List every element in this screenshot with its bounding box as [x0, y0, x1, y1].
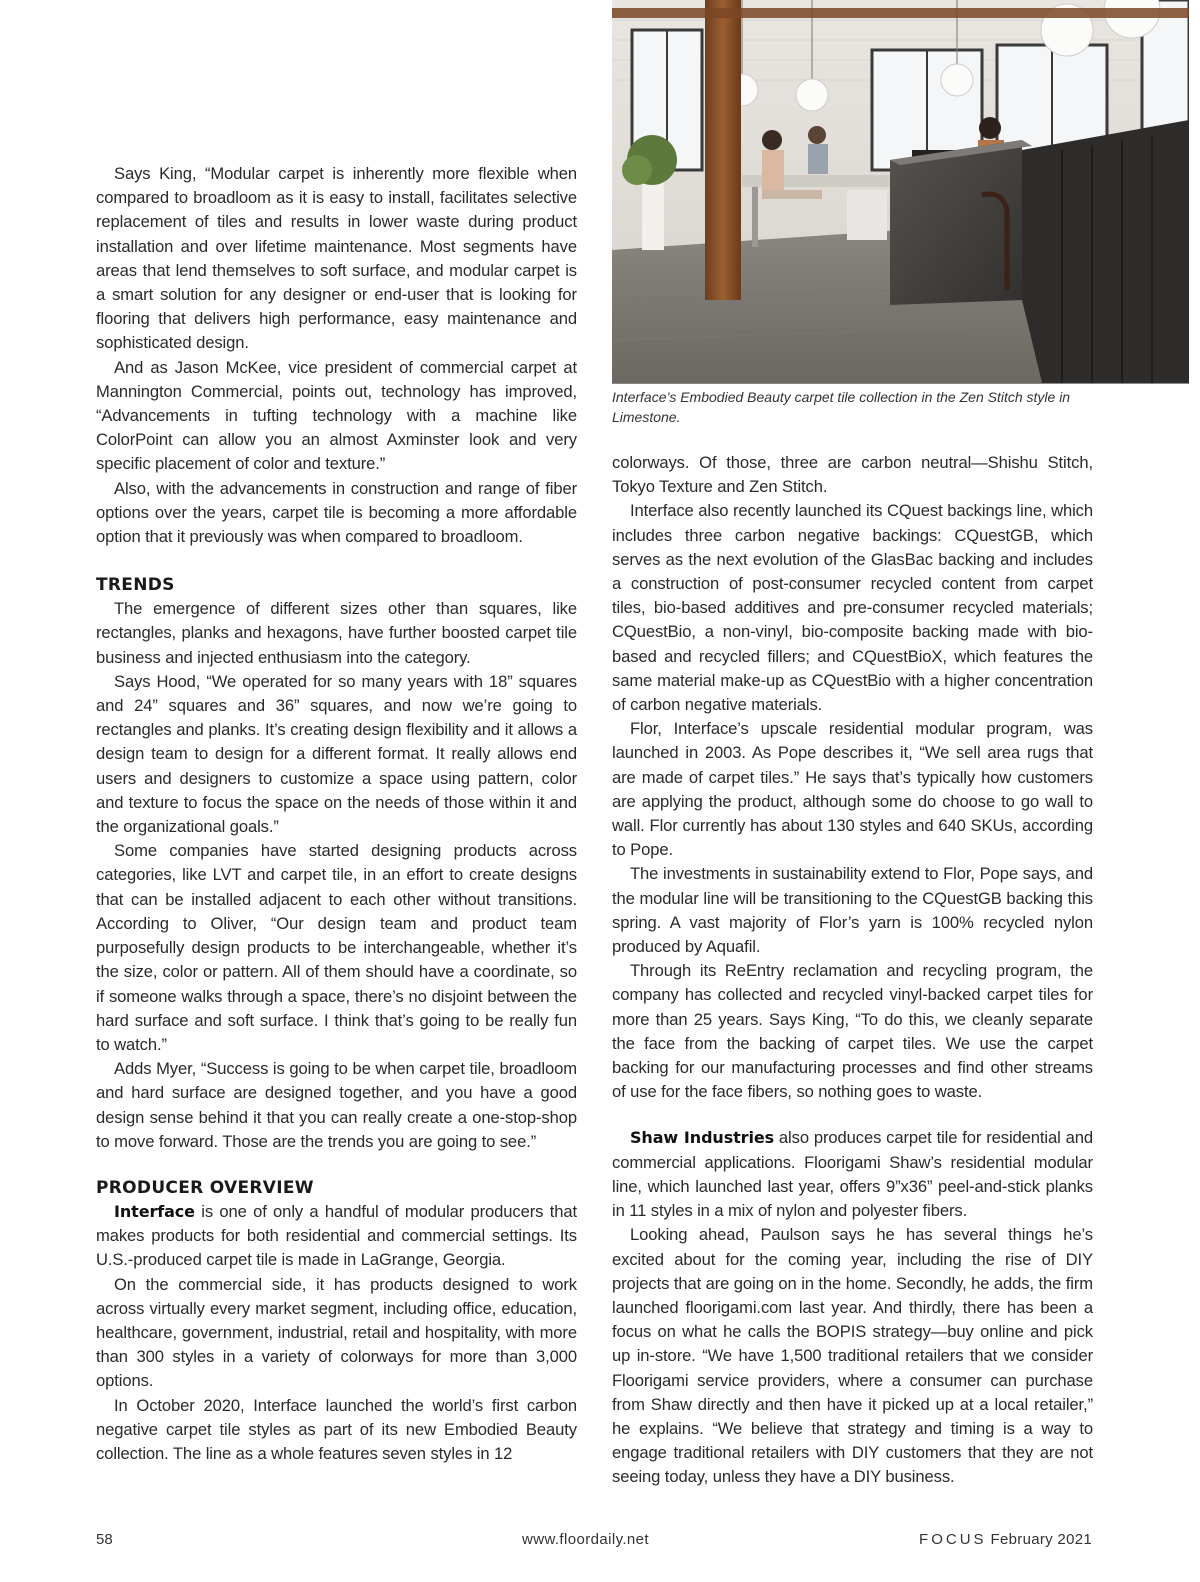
- paragraph-text: is one of only a handful of modular producers that makes products for both residential and commercial settings. Its U.S.-produced carpet tile is made in LaGrange, Georgia.: [96, 1201, 577, 1270]
- paragraph: In October 2020, Interface launched the world’s first carbon negative carpet tile styles as part of its new Embodied Beauty collection. The line as a whole features seven styles in 12: [96, 1395, 577, 1463]
- paragraph: Says Hood, “We operated for so many years with 18” squares and 24” squares and 36” squares, and now we’re going to rectangles and planks. It’s creating design flexibility and it allows a design team to design for a different format. It really allows end users and designers to customize a space using pattern, color and texture to focus the space on the needs of those within it and the organizational goals.”: [96, 671, 577, 837]
- paragraph: Some companies have started designing products across categories, like LVT and carpet tile, in an effort to create designs that can be installed adjacent to each other without transitions. According to Oliver, “Our design team and product team purposefully design products to be interchangeable, whether it’s the size, color or pattern. All of them should have a coordinate, so if someone walks through a space, there’s no disjoint between the hard surface and soft surface. I think that’s going to be really fun to watch.”: [96, 841, 577, 1054]
- paragraph: [96, 1200, 577, 1273]
- section-heading-producer-overview: PRODUCER OVERVIEW: [96, 1177, 314, 1198]
- paragraph: The emergence of different sizes other than squares, like rectangles, planks and hexagons, have further boosted carpet tile business and injected enthusiasm into the category.: [96, 599, 577, 667]
- paragraph: Also, with the advancements in construction and range of fiber options over the years, carpet tile is becoming a more affordable option that it previously was when compared to broadloom.: [96, 478, 577, 547]
- paragraph: And as Jason McKee, vice president of commercial carpet at Mannington Commercial, points out, technology has improved, “Advancements in tufting technology with a machine like ColorPoint can allow you an almost Axminster look and very specific placement of color and texture.”: [96, 357, 577, 474]
- paragraph: Through its ReEntry reclamation and recycling program, the company has collected and recycled vinyl-backed carpet tiles for more than 25 years. Says King, “To do this, we cleanly separate the face from the backing of carpet tiles. We use the carpet backing for our manufacturing processes and find other streams of use for the face fibers, so nothing goes to waste.: [612, 961, 1093, 1102]
- company-name-interface: Interface: [114, 1201, 195, 1221]
- paragraph: Adds Myer, “Success is going to be when carpet tile, broadloom and hard surface are designed together, and you have a good design sense behind it that you can really create a one-stop-shop to move forward. Those are the trends you are going to see.”: [96, 1059, 577, 1151]
- page-number: 58: [96, 1531, 113, 1548]
- company-name-shaw: Shaw Industries: [630, 1128, 775, 1148]
- paragraph: Looking ahead, Paulson says he has several things he’s excited about for the coming year, including the rise of DIY projects that are going on in the home. Secondly, he adds, the firm launched floorigami.com last year. And thirdly, there has been a focus on what he calls the BOPIS strategy—buy online and pick up in-store. “We have 1,500 traditional retailers that we consider Floorigami service providers, where a consumer can purchase from Shaw directly and then have it picked up at a local retailer,” he explains. “We believe that strategy and timing is a way to engage traditional retailers with DIY customers that they are not seeing today, unless they have a DIY business.: [612, 1225, 1093, 1487]
- paragraph: Interface also recently launched its CQuest backings line, which includes three carbon negative backings: CQuestGB, which serves as the next evolution of the GlasBac backing and includes a construction of post-consumer recycled content from carpet tiles, bio-based additives and pre-consumer recycled materials; CQuestBio, a non-vinyl, bio-composite backing made with bio-based and recycled fillers; and CQuestBioX, which features the same material make-up as CQuestBio with a higher concentration of carbon negative materials.: [612, 501, 1093, 715]
- website-url: www.floordaily.net: [522, 1531, 649, 1548]
- paragraph: The investments in sustainability extend to Flor, Pope says, and the modular line will be transitioning to the CQuestGB backing this spring. A vast majority of Flor’s yarn is 100% recycled nylon produced by Aquafil.: [612, 864, 1093, 957]
- section-heading-trends: TRENDS: [96, 575, 175, 596]
- photo-caption: Interface’s Embodied Beauty carpet tile collection in the Zen Stitch style in Limestone.: [612, 389, 1071, 425]
- paragraph: [612, 1126, 1093, 1223]
- left-column: [96, 162, 577, 1466]
- paragraph: Flor, Interface’s upscale residential modular program, was launched in 2003. As Pope describes it, “We sell area rugs that are made of carpet tiles.” He says that’s typically how customers are applying the product, although some do choose to go wall to wall. Flor currently has about 130 styles and 640 SKUs, according to Pope.: [612, 719, 1093, 860]
- paragraph: On the commercial side, it has products designed to work across virtually every market segment, including office, education, healthcare, government, industrial, retail and hospitality, with more than 300 styles in a variety of colorways for more than 3,000 options.: [96, 1274, 577, 1391]
- issue-date: February 2021: [990, 1531, 1092, 1548]
- right-column: [612, 451, 1093, 1490]
- paragraph-text: also produces carpet tile for residential and commercial applications. Floorigami Shaw’s residential modular line, which launched last year, offers 9”x36” peel-and-stick planks in 11 styles in a mix of nylon and polyester fibers.: [612, 1128, 1093, 1221]
- article-photo: [612, 0, 1189, 384]
- magazine-name: FOCUS: [919, 1531, 987, 1548]
- paragraph-continued: colorways. Of those, three are carbon neutral—Shishu Stitch, Tokyo Texture and Zen Stitch.: [612, 453, 1093, 497]
- paragraph: Says King, “Modular carpet is inherently more flexible when compared to broadloom as it is easy to install, facilitates selective replacement of tiles and results in lower waste during product installation and over lifetime maintenance. Most segments have areas that lend themselves to soft surface, and modular carpet is a smart solution for any designer or end-user that is looking for flooring that delivers high performance, easy maintenance and sophisticated design.: [96, 164, 577, 353]
- magazine-issue: [919, 1530, 1092, 1550]
